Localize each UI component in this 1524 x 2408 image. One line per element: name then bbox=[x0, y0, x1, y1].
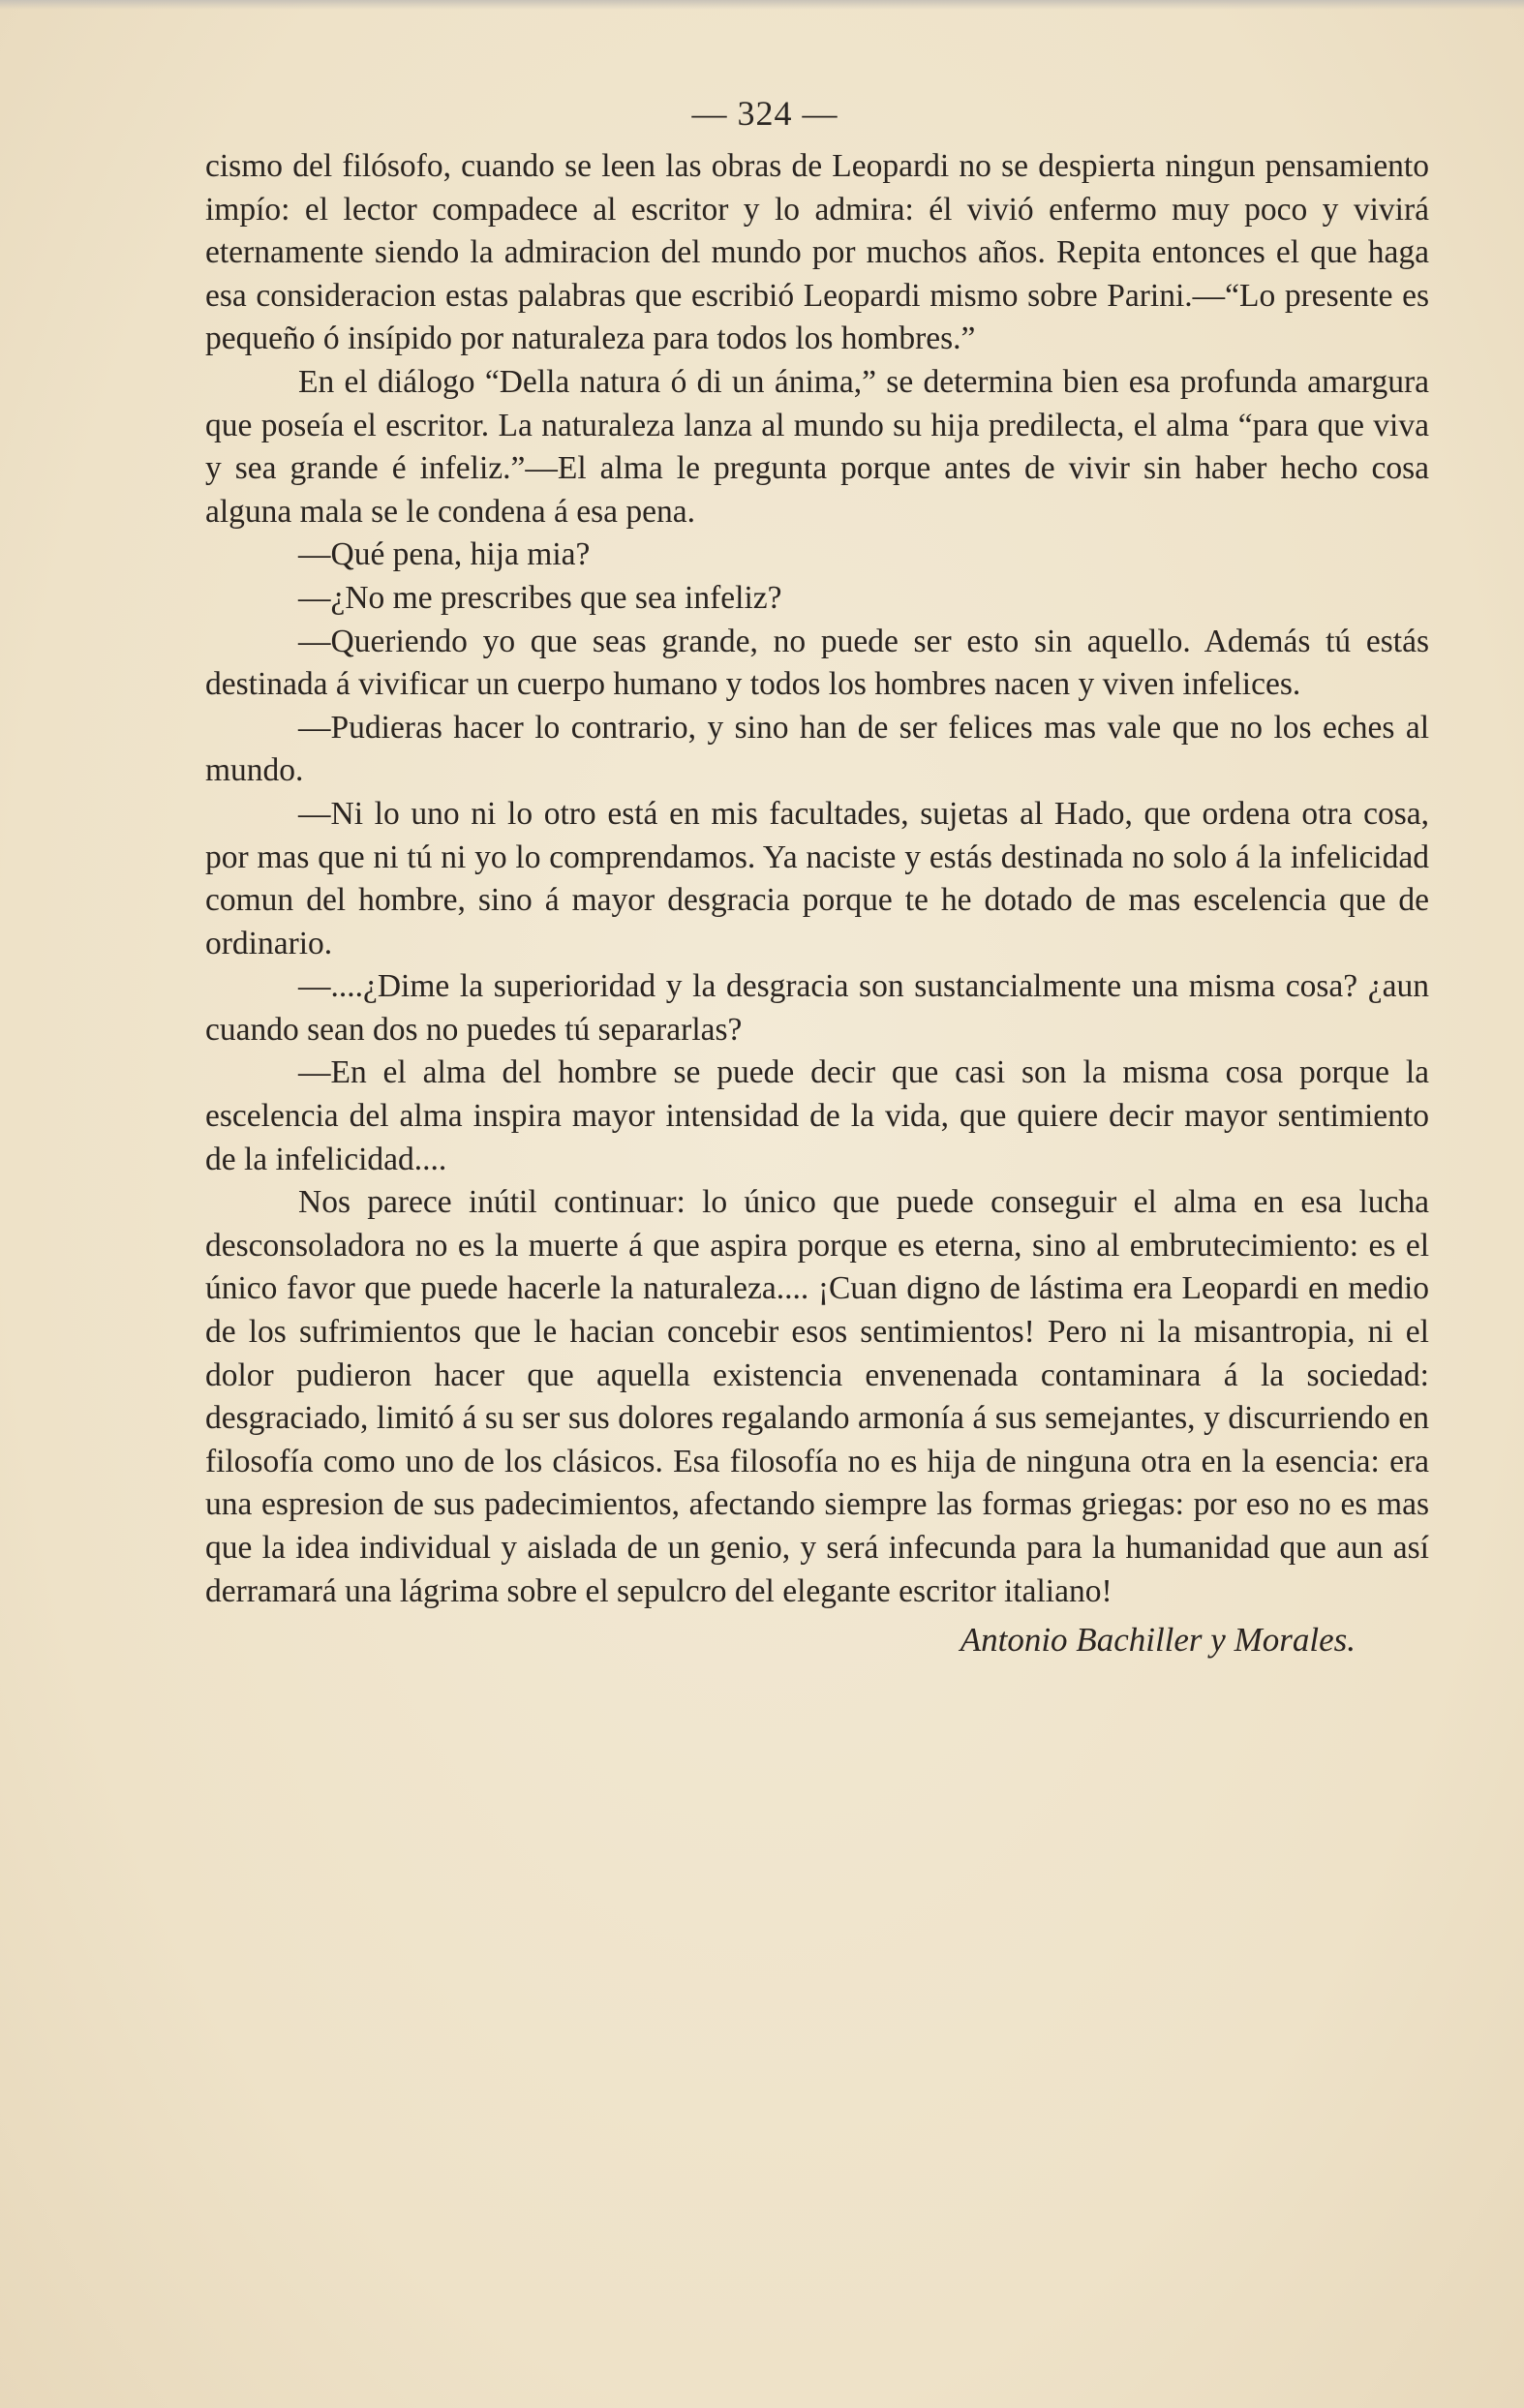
page-top-edge bbox=[0, 0, 1524, 10]
author-signature: Antonio Bachiller y Morales. bbox=[960, 1621, 1356, 1659]
paragraph: cismo del filósofo, cuando se leen las obras de Leopardi no se despierta ningun pensamiento impío: el lector compadece al escritor y lo admira: él vivió enfermo muy poco y vivirá eternamente siendo la admiracion del mundo por muchos años. Repita entonces el que haga esa consideracion estas palabras que escribió Leopardi mismo sobre Parini.—“Lo presente es pequeño ó insípido por naturaleza para todos los hombres.” bbox=[205, 148, 1429, 357]
dialogue-line: —Ni lo uno ni lo otro está en mis facultades, sujetas al Hado, que ordena otra cosa, por mas que ni tú ni yo lo comprendamos. Ya naciste y estás destinada no solo á la infelicidad comun del hombre, sino á mayor desgracia porque te he dotado de mas escelencia que de ordinario. bbox=[205, 795, 1429, 961]
dialogue-line: —....¿Dime la superioridad y la desgracia son sustancialmente una misma cosa? ¿aun cuando sean dos no puedes tú separarlas? bbox=[205, 968, 1429, 1048]
dialogue-line: —Pudieras hacer lo contrario, y sino han de ser felices mas vale que no los eches al mundo. bbox=[205, 709, 1429, 789]
dialogue-line: —Queriendo yo que seas grande, no puede ser esto sin aquello. Además tú estás destinada á vivificar un cuerpo humano y todos los hombres nacen y viven infelices. bbox=[205, 623, 1429, 703]
paragraph: En el diálogo “Della natura ó di un ánima,” se determina bien esa profunda amargura que poseía el escritor. La naturaleza lanza al mundo su hija predilecta, el alma “para que viva y sea grande é infeliz.”—El alma le pregunta porque antes de vivir sin haber hecho cosa alguna mala se le condena á esa pena. bbox=[205, 363, 1429, 530]
dialogue-line: —En el alma del hombre se puede decir que casi son la misma cosa porque la escelencia del alma inspira mayor intensidad de la vida, que quiere decir mayor sentimiento de la infelicidad.... bbox=[205, 1054, 1429, 1177]
dialogue-line: —Qué pena, hija mia? bbox=[298, 536, 591, 573]
body-text bbox=[205, 145, 1429, 1613]
dialogue-line: —¿No me prescribes que sea infeliz? bbox=[298, 579, 782, 616]
paragraph: Nos parece inútil continuar: lo único que puede conseguir el alma en esa lucha desconsoladora no es la muerte á que aspira porque es eterna, sino al embrutecimiento: es el único favor que puede hacerle la naturaleza.... ¡Cuan digno de lástima era Leopardi en medio de los sufrimientos que le hacian concebir esos sentimientos! Pero ni la misantropia, ni el dolor pudieron hacer que aquella existencia envenenada contaminara á la sociedad: desgraciado, limitó á su ser sus dolores regalando armonía á sus semejantes, y discurriendo en filosofía como uno de los clásicos. Esa filosofía no es hija de ninguna otra en la esencia: era una espresion de sus padecimientos, afectando siempre las formas griegas: por eso no es mas que la idea individual y aislada de un genio, y será infecunda para la humanidad que aun así derramará una lágrima sobre el sepulcro del elegante escritor italiano! bbox=[205, 1184, 1429, 1609]
page-number: — 324 — bbox=[691, 94, 838, 133]
